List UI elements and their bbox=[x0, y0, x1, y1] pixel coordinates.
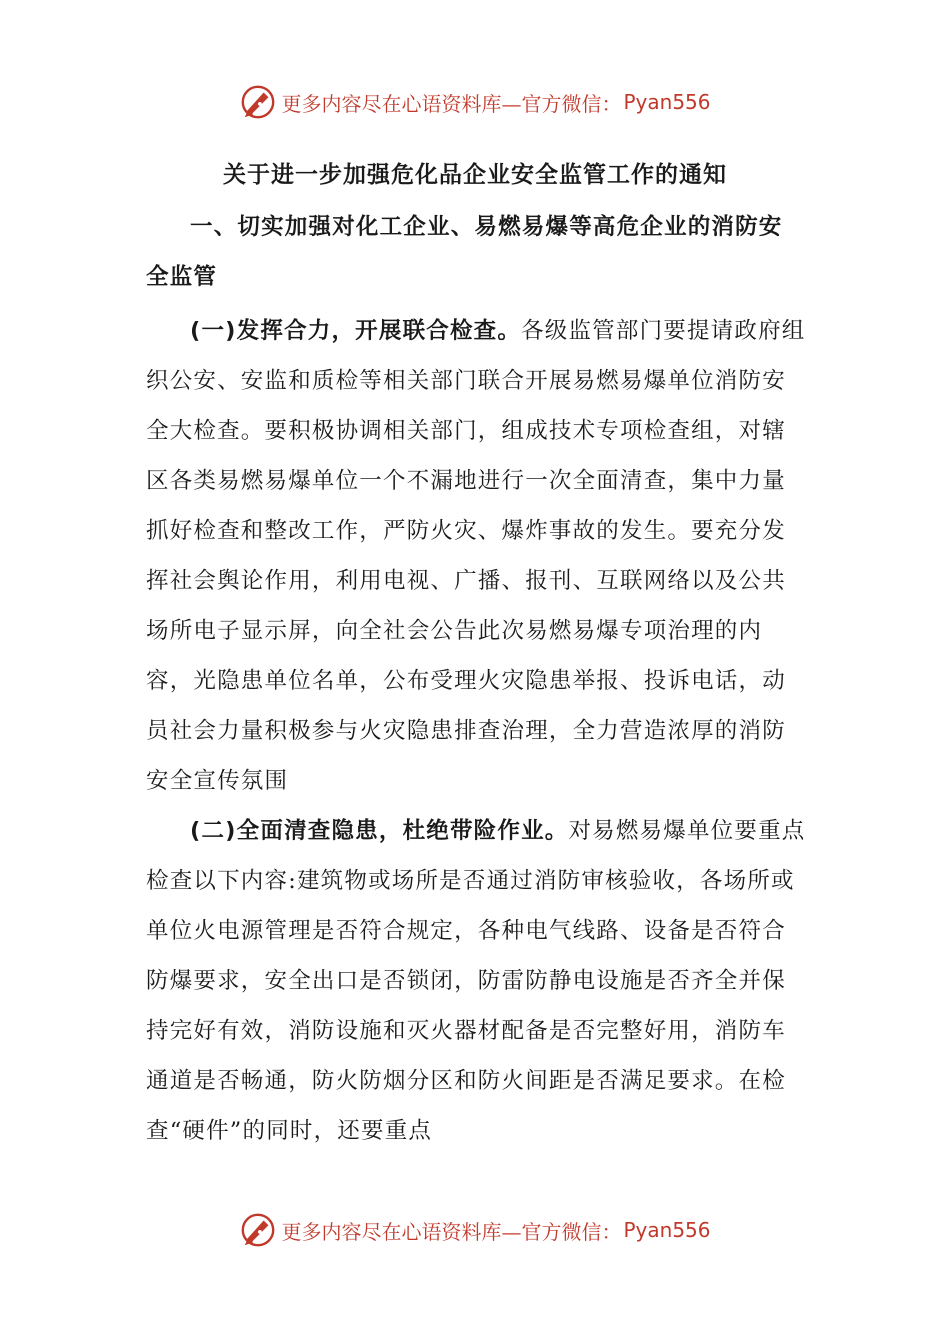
paragraph-2-body: 对易燃易爆单位要重点检查以下内容:建筑物或场所是否通过消防审核验收，各场所或单位火电源管理是否符合规定，各种电气线路、设备是否符合防爆要求，安全出口是否锁闭，防雷防静电设施是否齐全并保持完好有效，消防设施和灭火器材配备是否完整好用，消防车通道是否畅通，防火防烟分区和防火间距是否满足要求。在检查“硬件”的同时，还要重点 bbox=[146, 818, 806, 1144]
pen-nib-icon bbox=[239, 83, 277, 121]
banner-wechat-id: Pyan556 bbox=[623, 90, 711, 114]
header-watermark-banner bbox=[0, 82, 950, 122]
banner-wechat-id: Pyan556 bbox=[623, 1218, 711, 1242]
footer-watermark-banner bbox=[0, 1210, 950, 1250]
paragraph-1-body: 各级监管部门要提请政府组织公安、安监和质检等相关部门联合开展易燃易爆单位消防安全大检查。要积极协调相关部门，组成技术专项检查组，对辖区各类易燃易爆单位一个不漏地进行一次全面清查，集中力量抓好检查和整改工作，严防火灾、爆炸事故的发生。要充分发挥社会舆论作用，利用电视、广播、报刊、互联网络以及公共场所电子显示屏，向全社会公告此次易燃易爆专项治理的内容，光隐患单位名单，公布受理火灾隐患举报、投诉电话，动员社会力量积极参与火灾隐患排查治理，全力营造浓厚的消防安全宣传氛围 bbox=[146, 318, 806, 794]
banner-text: 更多内容尽在心语资料库—官方微信： bbox=[281, 1219, 622, 1244]
paragraph-1 bbox=[146, 306, 806, 806]
pen-nib-icon bbox=[239, 1211, 277, 1249]
document-title: 关于进一步加强危化品企业安全监管工作的通知 bbox=[223, 162, 727, 188]
section-heading: 一、切实加强对化工企业、易燃易爆等高危企业的消防安全监管 bbox=[146, 214, 783, 290]
paragraph-1-lead: (一)发挥合力，开展联合检查。 bbox=[190, 318, 522, 344]
paragraph-2-lead: (二)全面清查隐患，杜绝带险作业。 bbox=[190, 818, 569, 844]
document-body bbox=[146, 202, 806, 1156]
banner-text: 更多内容尽在心语资料库—官方微信： bbox=[281, 91, 622, 116]
paragraph-2 bbox=[146, 806, 806, 1156]
